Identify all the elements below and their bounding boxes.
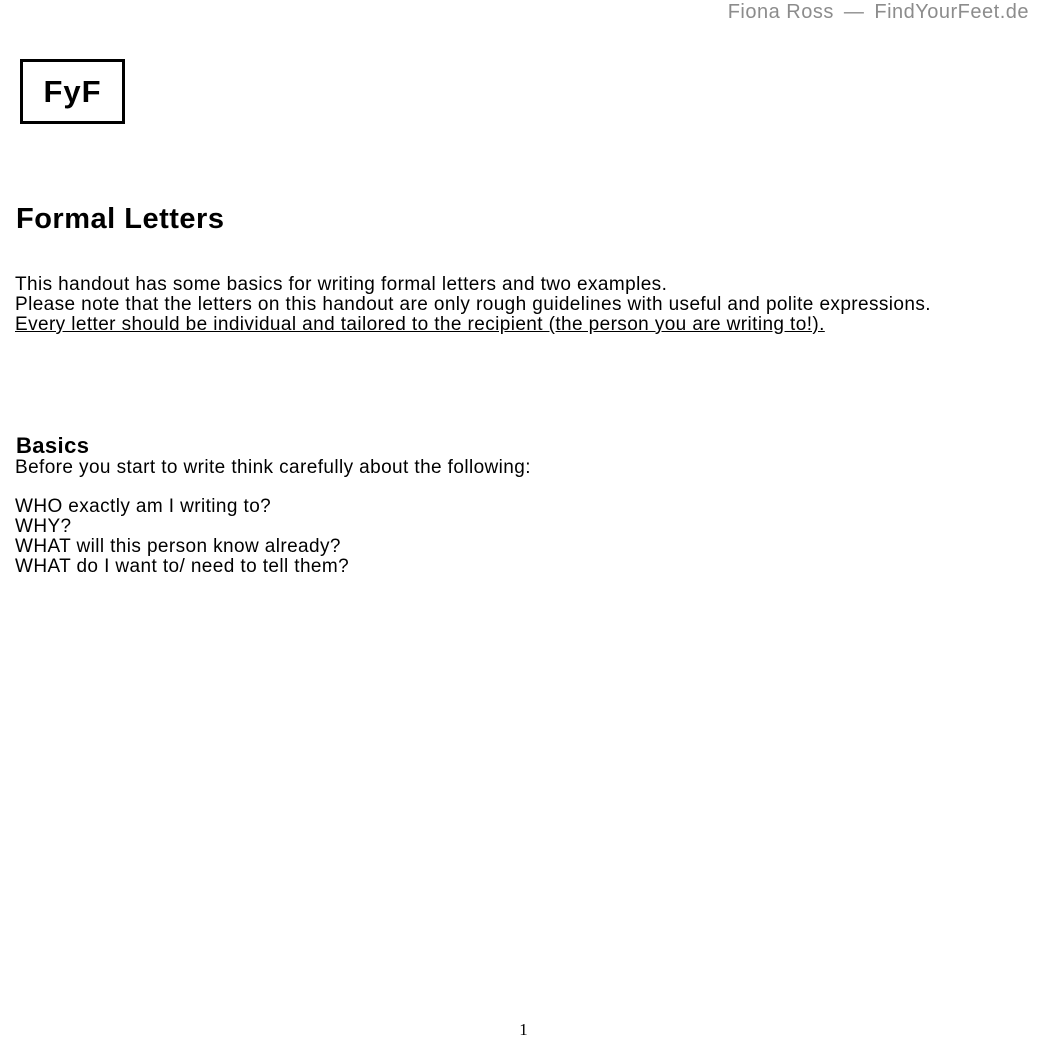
page-title: Formal Letters [16,203,225,235]
page-header [728,1,1029,24]
question-item: WHAT do I want to/ need to tell them? [15,556,350,577]
page-number: 1 [519,1020,528,1039]
question-item: WHY? [15,516,72,537]
basics-question-list [15,497,349,577]
intro-line-1: This handout has some basics for writing formal letters and two examples. [15,274,668,295]
basics-lead: Before you start to write think carefully about the following: [15,457,531,478]
header-author: Fiona Ross [727,1,834,23]
basics-heading: Basics [16,433,90,458]
header-separator: — [843,1,865,23]
logo-text: FyF [43,73,102,109]
header-site: FindYourFeet.de [874,1,1029,23]
intro-paragraph [15,275,1025,335]
question-item: WHAT will this person know already? [15,536,341,557]
intro-line-2: Please note that the letters on this handout are only rough guidelines with useful and polite expressions. [15,294,931,315]
question-item: WHO exactly am I writing to? [15,496,272,517]
fyf-logo [20,59,125,124]
intro-underlined-note: Every letter should be individual and tailored to the recipient (the person you are writing to!). [15,314,825,335]
